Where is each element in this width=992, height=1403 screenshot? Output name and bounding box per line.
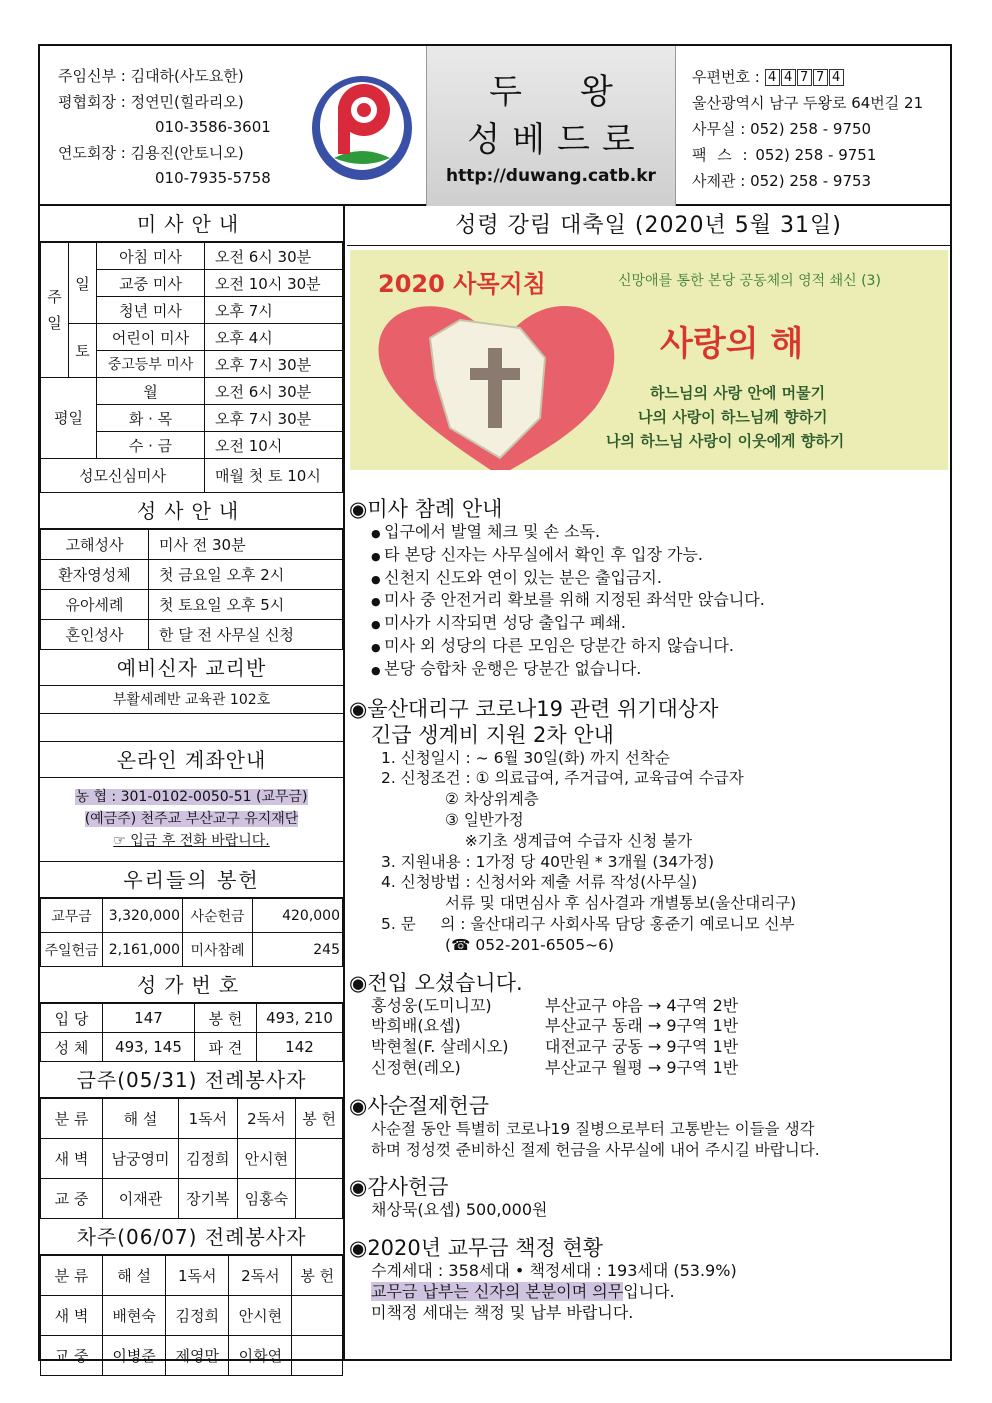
offering-value: 245 [253, 933, 343, 967]
sacraments-title: 성사안내 [40, 493, 343, 529]
list-item: 홍성웅(도미니꼬) 부산교구 야음 → 4구역 2반 [371, 995, 739, 1015]
lent-line1: 사순절 동안 특별히 코로나19 질병으로부터 고통받는 이들을 생각 [371, 1119, 815, 1138]
servers-head: 해 설 [103, 1256, 166, 1296]
empty-row [40, 714, 343, 742]
list-item: ③ 일반가정 [381, 810, 524, 829]
hymn-key: 파 견 [195, 1033, 257, 1062]
staff-council: 평협회장 : 정연민(힐라리오) [58, 92, 244, 111]
hymn-key: 봉 헌 [195, 1004, 257, 1033]
list-item: ● 미사 중 안전거리 확보를 위해 지정된 좌석만 앉습니다. [349, 590, 949, 613]
banner-line3: 나의 하느님 사랑이 이웃에게 향하기 [606, 432, 845, 450]
heart-cross-icon [370, 298, 630, 470]
list-item: 1. 신청일시 : ~ 6월 30일(화) 까지 선착순 [381, 748, 670, 767]
servers-cell: 김정희 [179, 1139, 238, 1179]
feast-title: 성령 강림 대축일 (2020년 5월 31일) [347, 206, 950, 246]
hymn-value: 493, 210 [257, 1004, 343, 1033]
servers-cell [296, 1179, 343, 1219]
offering-value: 420,000 [253, 899, 343, 933]
dues-line1: 수계세대 : 358세대 • 책정세대 : 193세대 (53.9%) [371, 1261, 737, 1281]
list-item: 서류 및 대면심사 후 심사결과 개별통보(울산대리구) [381, 894, 797, 913]
dues-line2: 교무금 납부는 신자의 본분이며 의무입니다. [371, 1281, 675, 1301]
servers-cell [292, 1336, 343, 1376]
list-item: 4. 신청방법 : 신청서와 제출 서류 작성(사무실) [381, 873, 698, 892]
account-number: 농 협 : 301-0102-0050-51 (교무금) [75, 789, 308, 805]
servers-cell: 안시현 [229, 1296, 292, 1336]
rectory-phone: 사제관 : 052) 258 - 9753 [692, 172, 872, 190]
account-holder: (예금주) 천주교 부산교구 유지재단 [84, 811, 299, 827]
right-column [347, 206, 950, 1359]
mass-name: 어린이 미사 [97, 324, 205, 351]
title-line2: 성베드로 [467, 120, 647, 160]
staff-info [58, 64, 271, 192]
mass-notice [349, 496, 949, 682]
heart-mass-time: 매월 첫 토 10시 [205, 459, 343, 493]
servers-this-table [40, 1098, 343, 1219]
postal-digit: 7 [797, 69, 812, 86]
mass-title: 미사안내 [40, 206, 343, 242]
servers-cell [292, 1296, 343, 1336]
notices [349, 496, 949, 1338]
transfer-title: ◉전입 오셨습니다. [349, 970, 523, 995]
parish-url[interactable]: http://duwang.catb.kr [446, 166, 656, 186]
mass-name: 화 · 목 [97, 405, 205, 432]
list-item: ● 미사가 시작되면 성당 출입구 폐쇄. [349, 613, 949, 636]
list-item: 박현철(F. 살레시오) 대전교구 궁동 → 9구역 1반 [371, 1037, 739, 1057]
mass-name: 월 [97, 378, 205, 405]
list-item: 박희배(요셉) 부산교구 동래 → 9구역 1반 [371, 1016, 739, 1036]
thanks-notice [349, 1174, 949, 1221]
postal-digit: 7 [813, 69, 828, 86]
servers-cell: 배현숙 [103, 1296, 166, 1336]
servers-cell [296, 1139, 343, 1179]
lent-title: ◉사순절제헌금 [349, 1093, 490, 1118]
sacrament-value: 첫 금요일 오후 2시 [149, 560, 343, 590]
offering-key: 사순헌금 [183, 899, 253, 933]
hymn-value: 147 [103, 1004, 195, 1033]
thanks-line: 채상묵(요셉) 500,000원 [371, 1200, 548, 1220]
list-item: ● 신천지 신도와 연이 있는 분은 출입금지. [349, 568, 949, 591]
postal-digit: 4 [765, 69, 780, 86]
servers-head: 봉 헌 [292, 1256, 343, 1296]
list-item: ● 본당 승합차 운행은 당분간 없습니다. [349, 659, 949, 682]
account-info [40, 778, 343, 862]
staff-prayer-phone: 010-7935-5758 [155, 169, 271, 187]
postal-digit: 4 [829, 69, 844, 86]
list-item: ● 입구에서 발열 체크 및 손 소독. [349, 522, 949, 545]
list-item: (☎ 052-201-6505~6) [381, 935, 615, 954]
servers-head: 해 설 [103, 1099, 179, 1139]
hymns-title: 성가번호 [40, 967, 343, 1003]
mass-name: 청년 미사 [97, 297, 205, 324]
title-line1: 두왕 [489, 72, 671, 112]
lent-line2: 하며 정성껏 준비하신 절제 헌금을 사무실에 내어 주시길 바랍니다. [371, 1140, 820, 1159]
weekday-label: 평일 [41, 378, 97, 459]
mass-time: 오전 6시 30분 [205, 378, 343, 405]
list-item: ● 미사 외 성당의 다른 모임은 당분간 하지 않습니다. [349, 636, 949, 659]
covid-title1: ◉울산대리구 코로나19 관련 위기대상자 [349, 696, 719, 721]
offering-key: 주일헌금 [41, 933, 103, 967]
offering-key: 미사참례 [183, 933, 253, 967]
staff-council-phone: 010-3586-3601 [155, 118, 271, 136]
offering-value: 2,161,000 [103, 933, 183, 967]
covid-title2: 긴급 생계비 지원 2차 안내 [371, 722, 614, 747]
offering-table [40, 898, 343, 967]
mass-time: 오후 7시 30분 [205, 405, 343, 432]
account-note: ☞ 입금 후 전화 바랍니다. [113, 833, 270, 849]
parish-title [426, 46, 676, 206]
transfer-notice [349, 970, 949, 1079]
servers-head: 봉 헌 [296, 1099, 343, 1139]
list-item: 5. 문 의 : 울산대리구 사회사목 담당 홍준기 예로니모 신부 [381, 914, 795, 933]
mass-time: 오후 4시 [205, 324, 343, 351]
heart-mass-name: 성모신심미사 [41, 459, 205, 493]
left-column [40, 206, 345, 1365]
contact-info [692, 64, 923, 194]
servers-cell: 제영만 [166, 1336, 229, 1376]
mass-table [40, 242, 343, 493]
servers-head: 1독서 [179, 1099, 238, 1139]
catechumen-class: 부활세례반 교육관 102호 [40, 686, 343, 714]
hymn-key: 입 당 [41, 1004, 103, 1033]
lent-notice [349, 1093, 949, 1161]
servers-cell: 이재관 [103, 1179, 179, 1219]
offering-key: 교무금 [41, 899, 103, 933]
mass-time: 오전 10시 30분 [205, 270, 343, 297]
servers-cell: 교 중 [41, 1336, 103, 1376]
list-item: ※기초 생계급여 수급자 신청 불가 [381, 831, 693, 850]
dues-notice [349, 1235, 949, 1323]
sacrament-name: 환자영성체 [41, 560, 149, 590]
hymn-key: 성 체 [41, 1033, 103, 1062]
servers-cell: 새 벽 [41, 1296, 103, 1336]
catechumen-title: 예비신자 교리반 [40, 650, 343, 686]
dues-line3: 미책정 세대는 책정 및 납부 바랍니다. [371, 1302, 634, 1322]
dues-title: ◉2020년 교무금 책정 현황 [349, 1236, 604, 1261]
header [40, 46, 950, 206]
mass-notice-title: ◉미사 참례 안내 [349, 497, 503, 521]
offering-value: 3,320,000 [103, 899, 183, 933]
servers-head: 2독서 [229, 1256, 292, 1296]
servers-cell: 교 중 [41, 1179, 103, 1219]
hymns-table [40, 1003, 343, 1062]
servers-cell: 장기복 [179, 1179, 238, 1219]
staff-prayer: 연도회장 : 김용진(안토니오) [58, 143, 244, 162]
servers-cell: 임홍숙 [237, 1179, 296, 1219]
sacrament-value: 미사 전 30분 [149, 530, 343, 560]
account-title: 온라인 계좌안내 [40, 742, 343, 778]
thanks-title: ◉감사헌금 [349, 1175, 449, 1200]
banner-line1: 하느님의 사랑 안에 머물기 [650, 384, 826, 402]
list-item: 3. 지원내용 : 1가정 당 40만원 * 3개월 (34가정) [381, 852, 715, 871]
mass-name: 중고등부 미사 [97, 351, 205, 378]
servers-this-title: 금주(05/31) 전례봉사자 [40, 1062, 343, 1098]
list-item: 2. 신청조건 : ① 의료급여, 주거급여, 교육급여 수급자 [381, 769, 744, 788]
sunday-label: 주일 [41, 243, 69, 378]
list-item: ● 타 본당 신자는 사무실에서 확인 후 입장 가능. [349, 545, 949, 568]
mass-time: 오후 7시 [205, 297, 343, 324]
banner-subtitle: 신망애를 통한 본당 공동체의 영적 쇄신 (3) [618, 273, 881, 289]
covid-notice [349, 696, 949, 956]
office-phone: 사무실 : 052) 258 - 9750 [692, 120, 872, 138]
list-item: ② 차상위계층 [381, 790, 539, 809]
sacraments-table [40, 529, 343, 650]
hymn-value: 142 [257, 1033, 343, 1062]
servers-cell: 이병준 [103, 1336, 166, 1376]
postal-digit: 4 [781, 69, 796, 86]
pastoral-banner [350, 250, 948, 470]
servers-cell: 새 벽 [41, 1139, 103, 1179]
banner-year: 2020 사목지침 [378, 270, 546, 298]
servers-cell: 남궁영미 [103, 1139, 179, 1179]
servers-head: 분 류 [41, 1256, 103, 1296]
sacrament-value: 첫 토요일 오후 5시 [149, 590, 343, 620]
sacrament-name: 유아세례 [41, 590, 149, 620]
bulletin-page [38, 44, 952, 1365]
mass-time: 오전 10시 [205, 432, 343, 459]
servers-next-table [40, 1255, 343, 1376]
fax: 팩 스 : 052) 258 - 9751 [692, 146, 877, 164]
postal-code: 우편번호 : 4 4 7 7 4 [692, 64, 923, 90]
servers-head: 1독서 [166, 1256, 229, 1296]
mass-name: 수 · 금 [97, 432, 205, 459]
parish-logo-icon [302, 66, 422, 186]
offering-title: 우리들의 봉헌 [40, 862, 343, 898]
mass-name: 아침 미사 [97, 243, 205, 270]
servers-next-title: 차주(06/07) 전례봉사자 [40, 1219, 343, 1255]
saturday-label: 토 [69, 324, 97, 378]
mass-time: 오후 7시 30분 [205, 351, 343, 378]
servers-cell: 이화연 [229, 1336, 292, 1376]
servers-cell: 안시현 [237, 1139, 296, 1179]
staff-pastor: 주임신부 : 김대하(사도요한) [58, 67, 244, 85]
hymn-value: 493, 145 [103, 1033, 195, 1062]
address: 울산광역시 남구 두왕로 64번길 21 [692, 94, 924, 112]
banner-line2: 나의 사랑이 하느님께 향하기 [638, 408, 828, 426]
sacrament-name: 고해성사 [41, 530, 149, 560]
sunday-il-label: 일 [69, 243, 97, 324]
banner-main: 사랑의 해 [660, 324, 804, 364]
list-item: 신정현(레오) 부산교구 월평 → 9구역 1반 [371, 1057, 739, 1077]
servers-head: 분 류 [41, 1099, 103, 1139]
mass-time: 오전 6시 30분 [205, 243, 343, 270]
mass-name: 교중 미사 [97, 270, 205, 297]
servers-head: 2독서 [237, 1099, 296, 1139]
servers-cell: 김정희 [166, 1296, 229, 1336]
sacrament-value: 한 달 전 사무실 신청 [149, 620, 343, 650]
sacrament-name: 혼인성사 [41, 620, 149, 650]
